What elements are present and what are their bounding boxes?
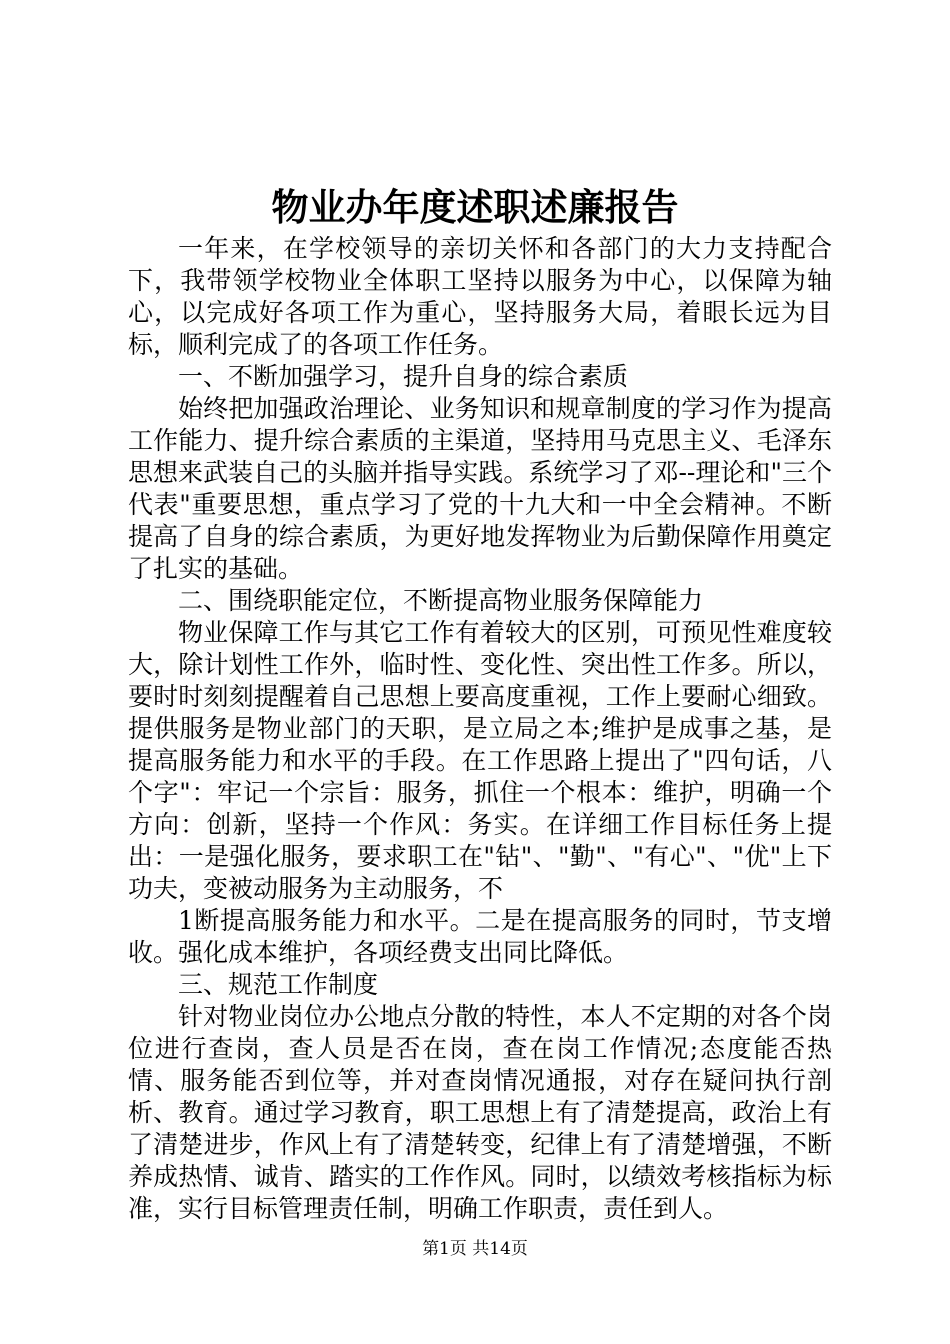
paragraph-rules: 针对物业岗位办公地点分散的特性，本人不定期的对各个岗位进行查岗，查人员是否在岗，查在岗工作情况;态度能否热情、服务能否到位等，并对查岗情况通报，对存在疑问执行剖析、教育。通过学习教育，职工思想上有了清楚提高，政治上有了清楚进步，作风上有了清楚转变，纪律上有了清楚增强，不断养成热情、诚肯、踏实的工作作风。同时，以绩效考核指标为标准，实行目标管理责任制，明确工作职责，责任到人。 bbox=[128, 1002, 832, 1223]
paragraph-service-continued: 1断提高服务能力和水平。二是在提高服务的同时，节支增收。强化成本维护，各项经费支出同比降低。 bbox=[128, 906, 832, 967]
paragraph-study: 始终把加强政治理论、业务知识和规章制度的学习作为提高工作能力、提升综合素质的主渠道，坚持用马克思主义、毛泽东思想来武装自己的头脑并指导实践。系统学习了邓--理论和"三个代表"重要思想，重点学习了党的十九大和一中全会精神。不断提高了自身的综合素质，为更好地发挥物业为后勤保障作用奠定了扎实的基础。 bbox=[128, 394, 832, 583]
paragraph-intro: 一年来，在学校领导的亲切关怀和各部门的大力支持配合下，我带领学校物业全体职工坚持以服务为中心，以保障为轴心，以完成好各项工作为重心，坚持服务大局，着眼长远为目标，顺利完成了的各项工作任务。 bbox=[128, 234, 832, 359]
page-number: 第1页 共14页 bbox=[422, 1239, 528, 1259]
section-heading-1: 一、不断加强学习，提升自身的综合素质 bbox=[178, 362, 629, 391]
document-title: 物业办年度述职述廉报告 bbox=[271, 185, 679, 229]
paragraph-service: 物业保障工作与其它工作有着较大的区别，可预见性难度较大，除计划性工作外，临时性、变化性、突出性工作多。所以，要时时刻刻提醒着自己思想上要高度重视，工作上要耐心细致。提供服务是物业部门的天职，是立局之本;维护是成事之基，是提高服务能力和水平的手段。在工作思路上提出了"四句话，八个字"：牢记一个宗旨：服务，抓住一个根本：维护，明确一个方向：创新，坚持一个作风：务实。在详细工作目标任务上提出：一是强化服务，要求职工在"钻"、"勤"、"有心"、"优"上下功夫，变被动服务为主动服务，不 bbox=[128, 618, 832, 903]
section-heading-3: 三、规范工作制度 bbox=[178, 970, 379, 999]
section-heading-2: 二、围绕职能定位，不断提高物业服务保障能力 bbox=[178, 586, 704, 615]
document-body bbox=[128, 233, 832, 1225]
